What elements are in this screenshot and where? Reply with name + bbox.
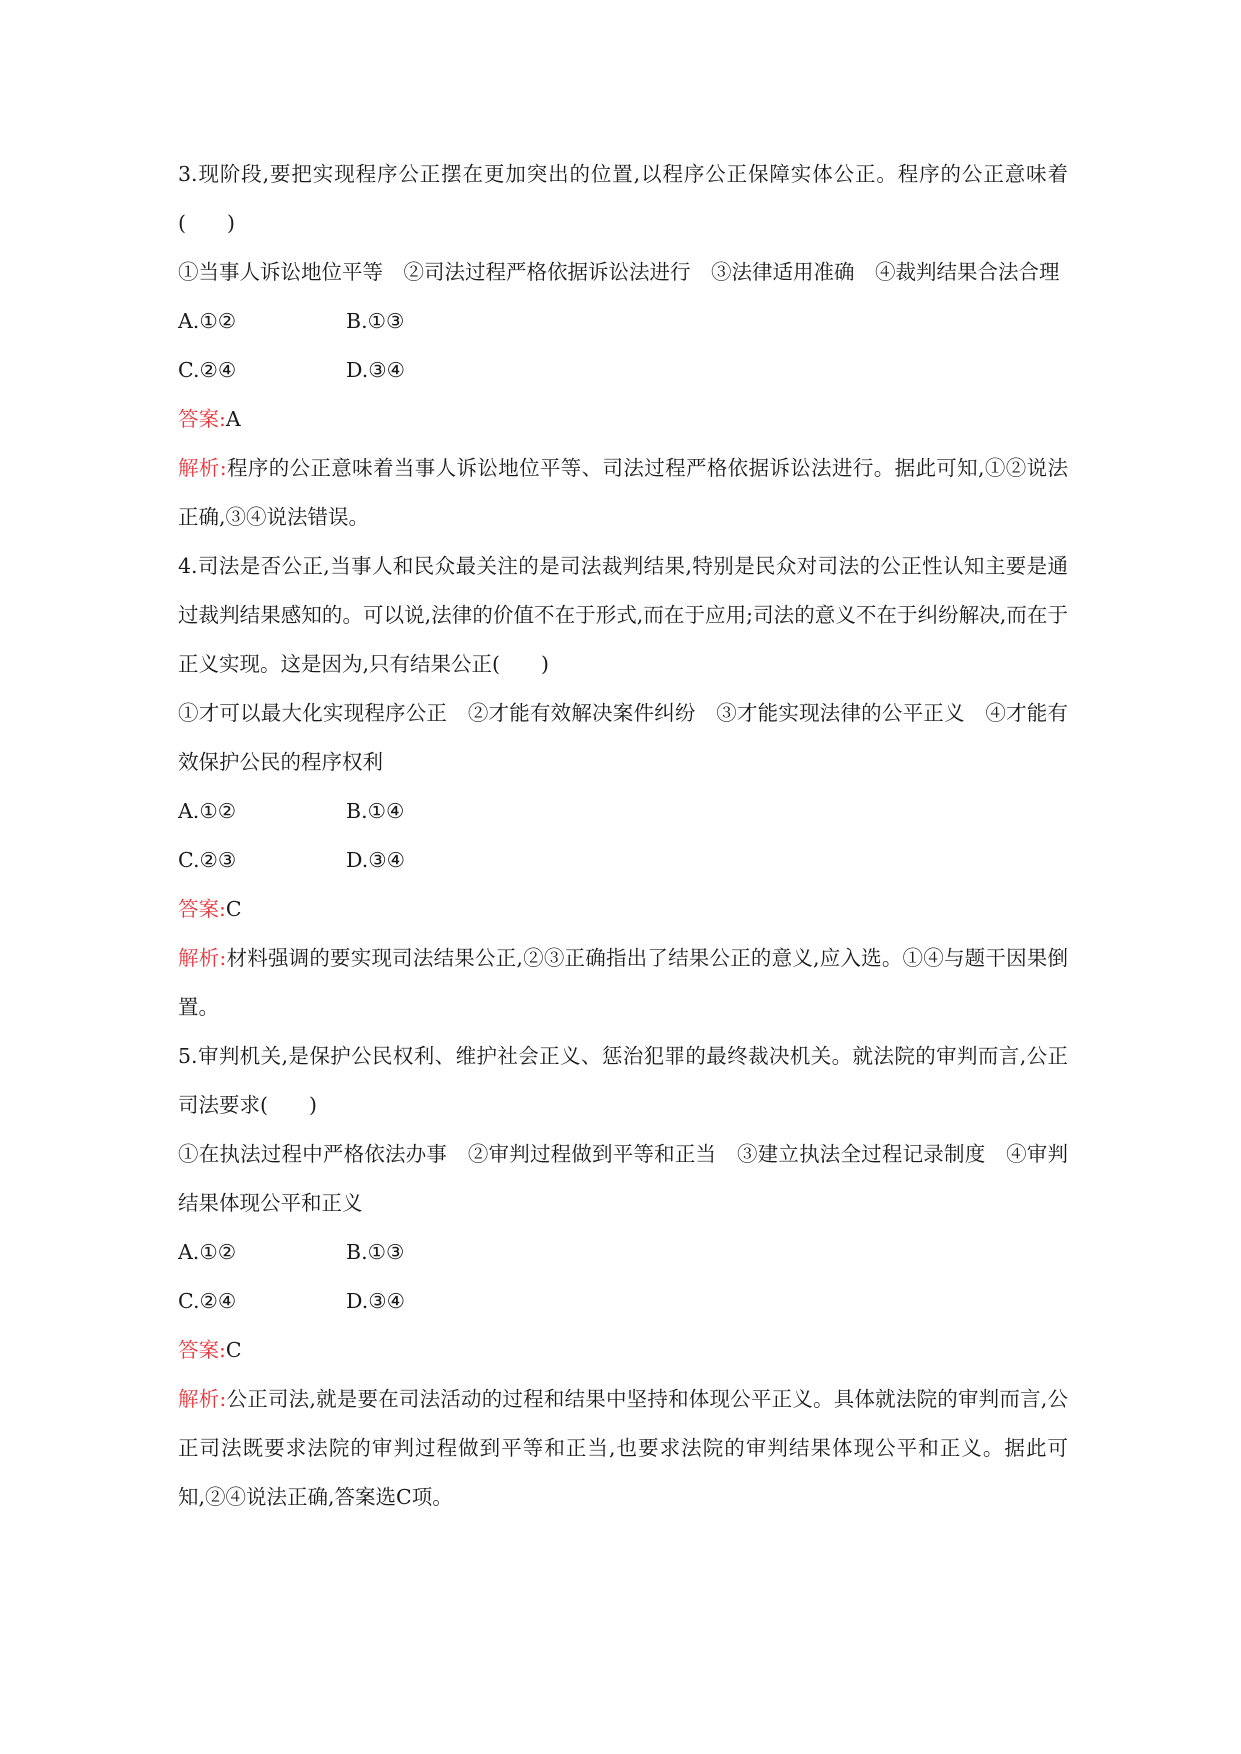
answer-label: 答案:: [178, 1338, 226, 1362]
option-b: B.①③: [346, 309, 405, 333]
analysis-text: 公正司法,就是要在司法活动的过程和结果中坚持和体现公平正义。具体就法院的审判而言,公正司法既要求法院的审判过程做到平等和正当,也要求法院的审判结果体现公平和正义。据此可知,②④说法正确,答案选C项。: [178, 1387, 1068, 1509]
option-c: C.②④: [178, 1289, 237, 1313]
answer-value: C: [225, 897, 242, 921]
options-row-2: [178, 346, 1068, 395]
options-row-1: [178, 787, 1068, 836]
answer-line: [178, 395, 1068, 444]
question-5: [178, 1032, 1068, 1522]
answer-value: A: [225, 407, 241, 431]
answer-value: C: [225, 1338, 242, 1362]
option-a: A.①②: [178, 799, 237, 823]
option-a: A.①②: [178, 309, 237, 333]
question-4: [178, 542, 1068, 1032]
question-statements: ①在执法过程中严格依法办事 ②审判过程做到平等和正当 ③建立执法全过程记录制度 ④审判结果体现公平和正义: [178, 1142, 1068, 1215]
answer-line: [178, 1326, 1068, 1375]
question-statements: ①当事人诉讼地位平等 ②司法过程严格依据诉讼法进行 ③法律适用准确 ④裁判结果合法合理: [178, 260, 1060, 284]
option-d: D.③④: [346, 848, 405, 872]
answer-line: [178, 885, 1068, 934]
question-statements: ①才可以最大化实现程序公正 ②才能有效解决案件纠纷 ③才能实现法律的公平正义 ④才能有效保护公民的程序权利: [178, 701, 1068, 774]
option-c: C.②③: [178, 848, 237, 872]
options-row-2: [178, 1277, 1068, 1326]
option-d: D.③④: [346, 1289, 405, 1313]
analysis-label: 解析:: [178, 1387, 227, 1411]
option-a: A.①②: [178, 1240, 237, 1264]
answer-label: 答案:: [178, 897, 226, 921]
analysis-label: 解析:: [178, 456, 227, 480]
options-row-2: [178, 836, 1068, 885]
option-b: B.①③: [346, 1240, 405, 1264]
question-stem: 3.现阶段,要把实现程序公正摆在更加突出的位置,以程序公正保障实体公正。程序的公正意味着( ): [178, 162, 1068, 235]
analysis-paragraph: [178, 444, 1068, 542]
analysis-text: 材料强调的要实现司法结果公正,②③正确指出了结果公正的意义,应入选。①④与题干因果倒置。: [178, 946, 1068, 1019]
answer-label: 答案:: [178, 407, 226, 431]
analysis-paragraph: [178, 1375, 1068, 1522]
document-page: [178, 150, 1068, 1522]
options-row-1: [178, 297, 1068, 346]
option-b: B.①④: [346, 799, 405, 823]
question-3: [178, 150, 1068, 542]
option-c: C.②④: [178, 358, 237, 382]
question-stem: 5.审判机关,是保护公民权利、维护社会正义、惩治犯罪的最终裁决机关。就法院的审判而言,公正司法要求( ): [178, 1044, 1068, 1117]
analysis-paragraph: [178, 934, 1068, 1032]
analysis-label: 解析:: [178, 946, 227, 970]
option-d: D.③④: [346, 358, 405, 382]
question-stem: 4.司法是否公正,当事人和民众最关注的是司法裁判结果,特别是民众对司法的公正性认知主要是通过裁判结果感知的。可以说,法律的价值不在于形式,而在于应用;司法的意义不在于纠纷解决,而在于正义实现。这是因为,只有结果公正( ): [178, 554, 1068, 676]
analysis-text: 程序的公正意味着当事人诉讼地位平等、司法过程严格依据诉讼法进行。据此可知,①②说法正确,③④说法错误。: [178, 456, 1068, 529]
options-row-1: [178, 1228, 1068, 1277]
